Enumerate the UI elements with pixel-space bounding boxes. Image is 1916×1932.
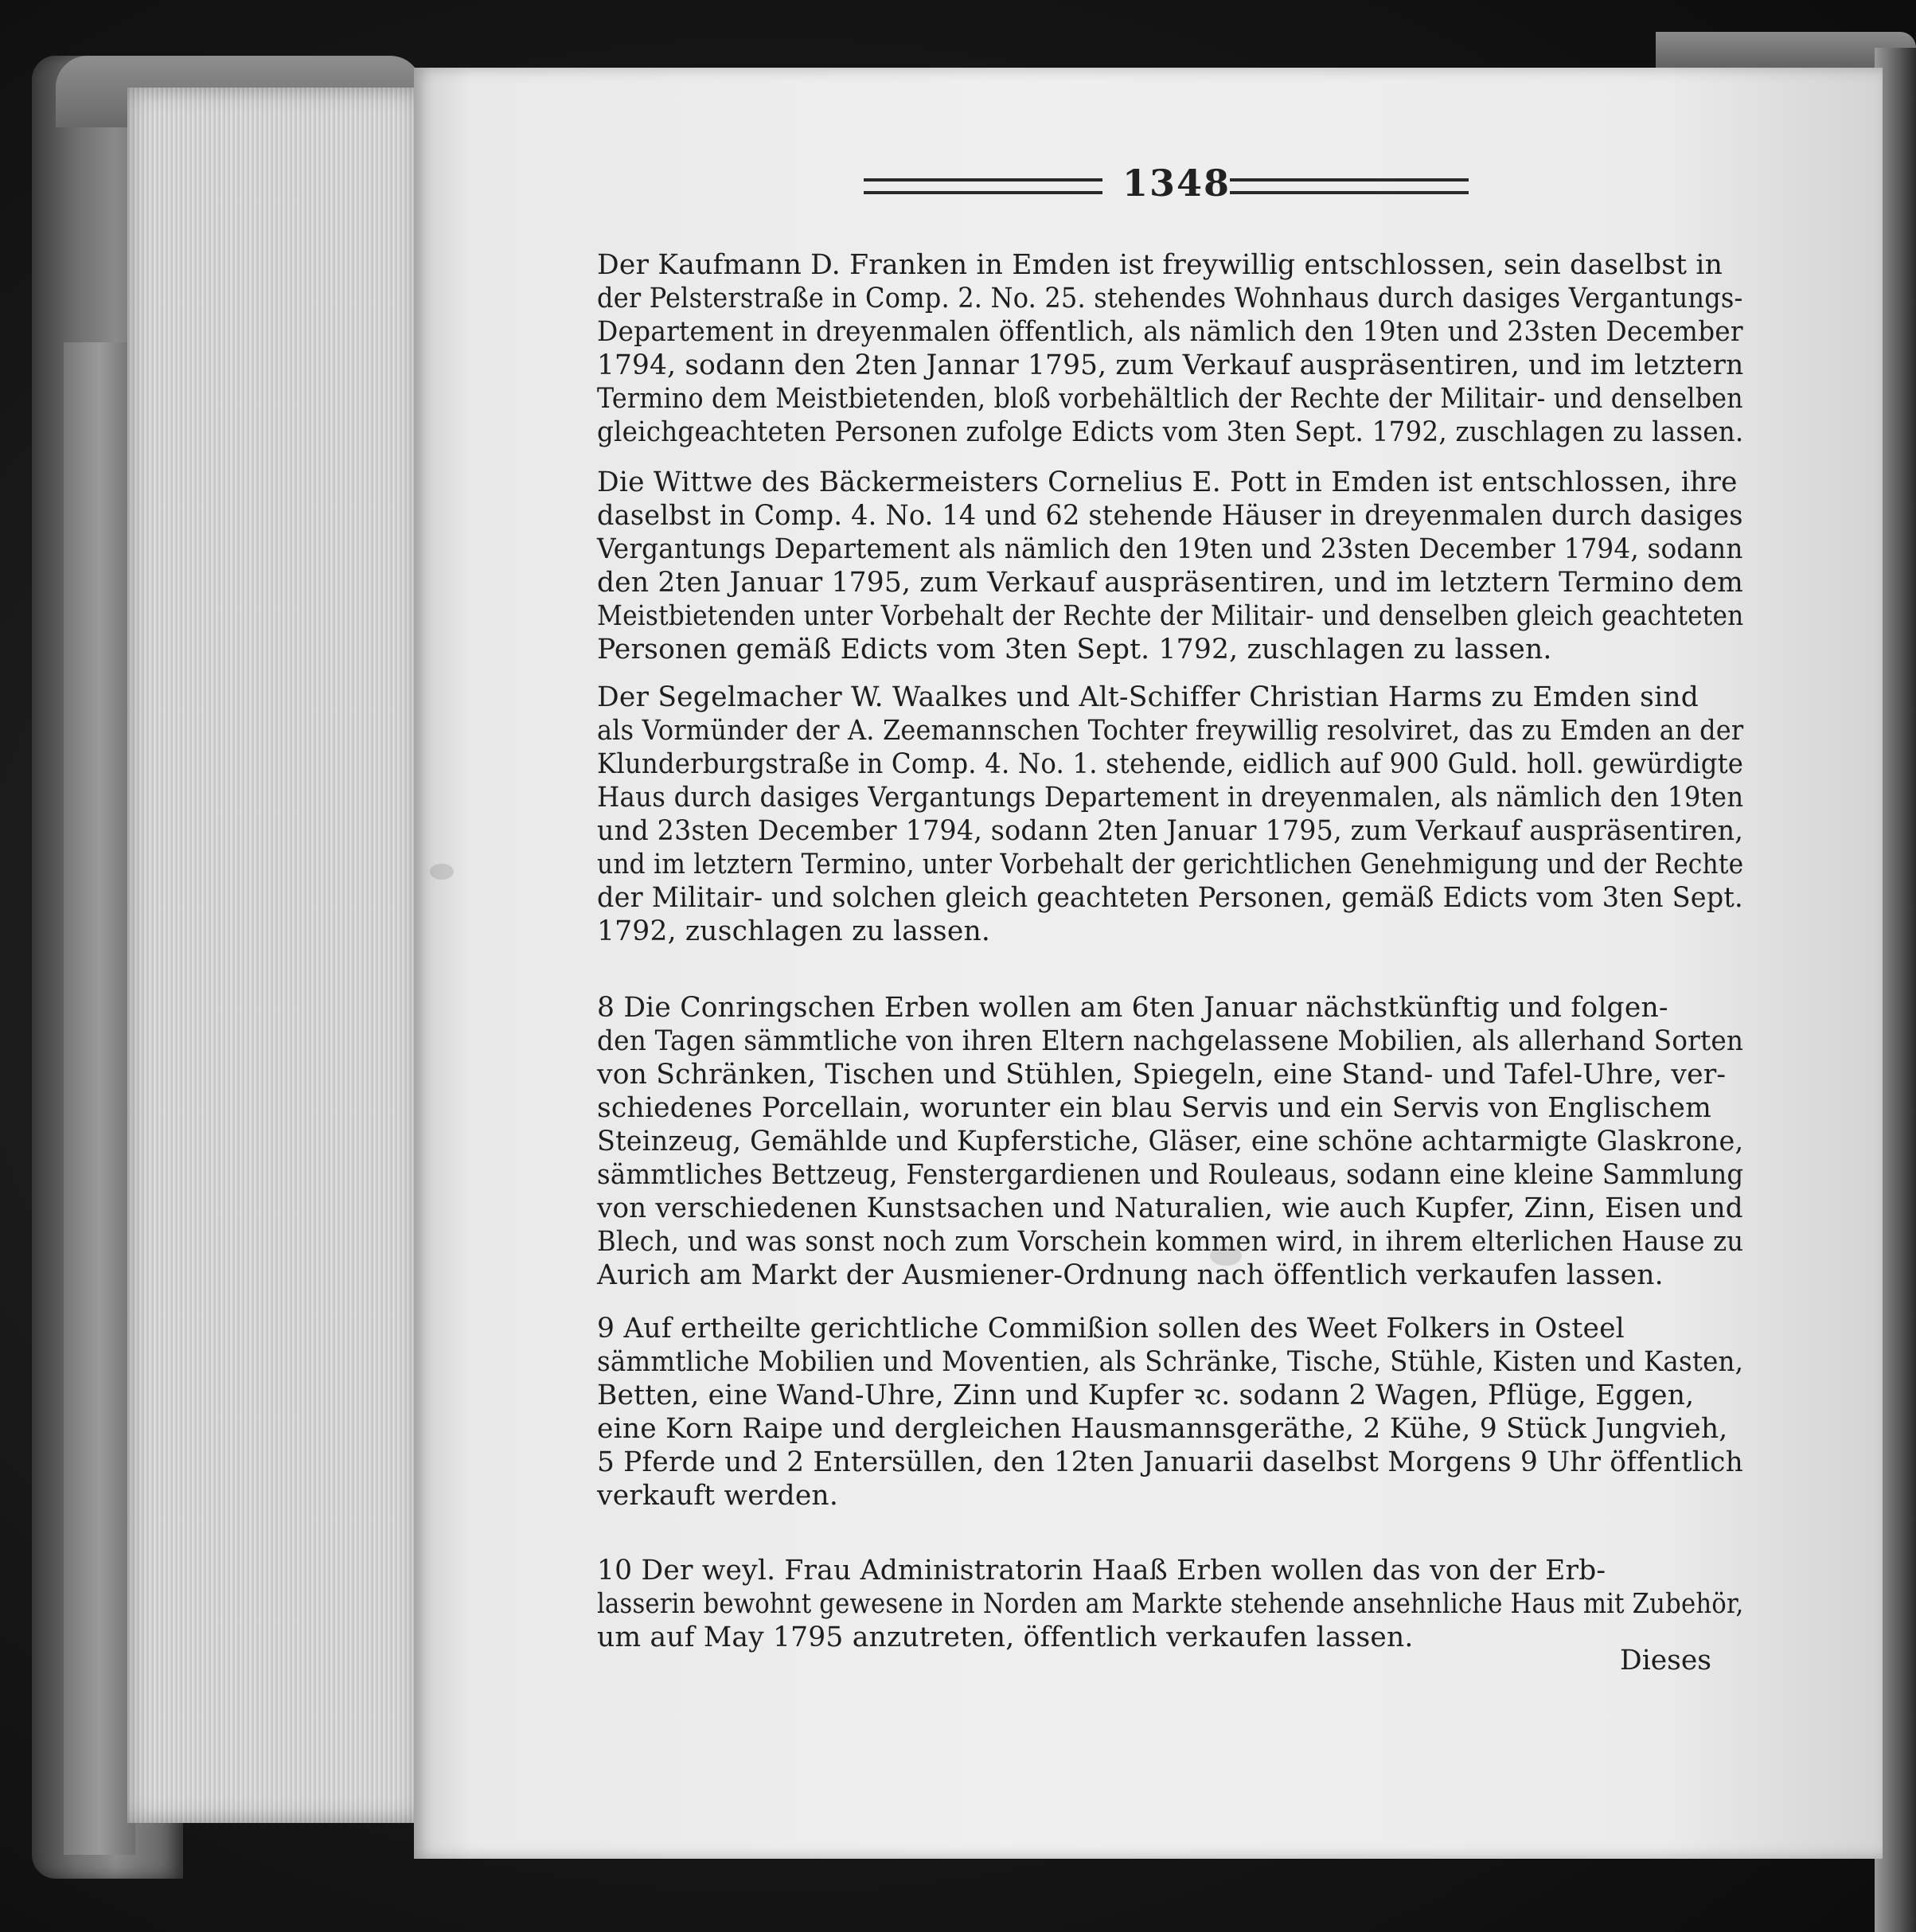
text-line: Vergantungs Departement als nämlich den 19ten und 23sten December 1794, sodann [597,533,1743,565]
text-line: 10 Der weyl. Frau Administratorin Haaß Erben wollen das von der Erb- [597,1555,1606,1587]
text-line: Termino dem Meistbietenden, bloß vorbehältlich der Rechte der Militair- und denselben [597,383,1743,415]
text-line: Die Wittwe des Bäckermeisters Cornelius E. Pott in Emden ist entschlossen, ihre [597,466,1738,498]
text-line: Der Segelmacher W. Waalkes und Alt-Schiffer Christian Harms zu Emden sind [597,681,1699,713]
text-line: Aurich am Markt der Ausmiener-Ordnung nach öffentlich verkaufen lassen. [597,1259,1664,1291]
text-line: 1792, zuschlagen zu lassen. [597,915,991,947]
text-line: lasserin bewohnt gewesene in Norden am Markte stehende ansehnliche Haus mit Zubehör, [597,1588,1744,1620]
catchword: Dieses [1620,1645,1711,1676]
text-line: Steinzeug, Gemählde und Kupferstiche, Gläser, eine schöne achtarmigte Glaskrone, [597,1126,1744,1157]
text-line: 5 Pferde und 2 Entersüllen, den 12ten Januarii daselbst Morgens 9 Uhr öffentlich [597,1446,1743,1478]
text-line: 8 Die Conringschen Erben wollen am 6ten Januar nächstkünftig und folgen- [597,992,1668,1024]
paragraph-2 [597,466,1743,666]
header-rule-left [864,178,1102,194]
text-line: Der Kaufmann D. Franken in Emden ist freywillig entschlossen, sein daselbst in [597,249,1723,281]
paragraph-9 [597,1312,1743,1512]
text-line: Haus durch dasiges Vergantungs Departement in dreyenmalen, als nämlich den 19ten [597,782,1744,814]
text-line: daselbst in Comp. 4. No. 14 und 62 stehende Häuser in dreyenmalen durch dasiges [597,500,1743,532]
text-line: 9 Auf ertheilte gerichtliche Commißion sollen des Weet Folkers in Osteel [597,1313,1625,1345]
text-line: schiedenes Porcellain, worunter ein blau Servis und ein Servis von Englischem [597,1092,1712,1124]
text-line: um auf May 1795 anzutreten, öffentlich verkaufen lassen. [597,1622,1414,1653]
text-line: Personen gemäß Edicts vom 3ten Sept. 1792, zuschlagen zu lassen. [597,634,1552,665]
text-line: gleichgeachteten Personen zufolge Edicts vom 3ten Sept. 1792, zuschlagen zu lassen. [597,416,1744,448]
text-line: Klunderburgstraße in Comp. 4. No. 1. stehende, eidlich auf 900 Guld. holl. gewürdigte [597,748,1744,780]
text-line: als Vormünder der A. Zeemannschen Tochter freywillig resolviret, das zu Emden an der [597,715,1744,747]
text-line: eine Korn Raipe und dergleichen Hausmannsgeräthe, 2 Kühe, 9 Stück Jungvieh, [597,1413,1728,1445]
text-line: 1794, sodann den 2ten Jannar 1795, zum Verkauf auspräsentiren, und im letztern [597,349,1744,381]
text-line: und 23sten December 1794, sodann 2ten Januar 1795, zum Verkauf auspräsentiren, [597,815,1744,847]
text-line: sämmtliche Mobilien und Moventien, als Schränke, Tische, Stühle, Kisten und Kasten, [597,1346,1744,1378]
page-header [864,159,1500,207]
page-edges [127,88,422,1823]
text-line: den 2ten Januar 1795, zum Verkauf auspräsentiren, und im letztern Termino dem [597,567,1744,599]
text-line: Departement in dreyenmalen öffentlich, als nämlich den 19ten und 23sten December [597,316,1743,348]
text-line: der Pelsterstraße in Comp. 2. No. 25. stehendes Wohnhaus durch dasiges Vergantungs- [597,283,1743,314]
paragraph-8 [597,991,1743,1292]
page-number: 1348 [1122,162,1231,205]
text-line: verkauft werden. [597,1480,839,1512]
paragraph-10 [597,1554,1743,1654]
text-line: von verschiedenen Kunstsachen und Naturalien, wie auch Kupfer, Zinn, Eisen und [597,1192,1743,1224]
book-spine [64,342,135,1855]
paragraph-3 [597,681,1743,948]
text-line: Blech, und was sonst noch zum Vorschein kommen wird, in ihrem elterlichen Hause zu [597,1226,1744,1258]
text-line: Meistbietenden unter Vorbehalt der Rechte der Militair- und denselben gleich geachteten [597,600,1744,632]
text-line: sämmtliches Bettzeug, Fenstergardienen und Rouleaus, sodann eine kleine Sammlung [597,1159,1744,1191]
text-line: Betten, eine Wand-Uhre, Zinn und Kupfer ꝛc. sodann 2 Wagen, Pflüge, Eggen, [597,1380,1695,1411]
text-line: und im letztern Termino, unter Vorbehalt der gerichtlichen Genehmigung und der Rechte [597,849,1744,880]
paragraph-1 [597,248,1743,449]
header-rule-right [1230,178,1469,194]
text-line: der Militair- und solchen gleich geachteten Personen, gemäß Edicts vom 3ten Sept. [597,882,1743,914]
text-line: den Tagen sämmtliche von ihren Eltern nachgelassene Mobilien, als allerhand Sorten [597,1025,1744,1057]
text-line: von Schränken, Tischen und Stühlen, Spiegeln, eine Stand- und Tafel-Uhre, ver- [597,1059,1727,1091]
